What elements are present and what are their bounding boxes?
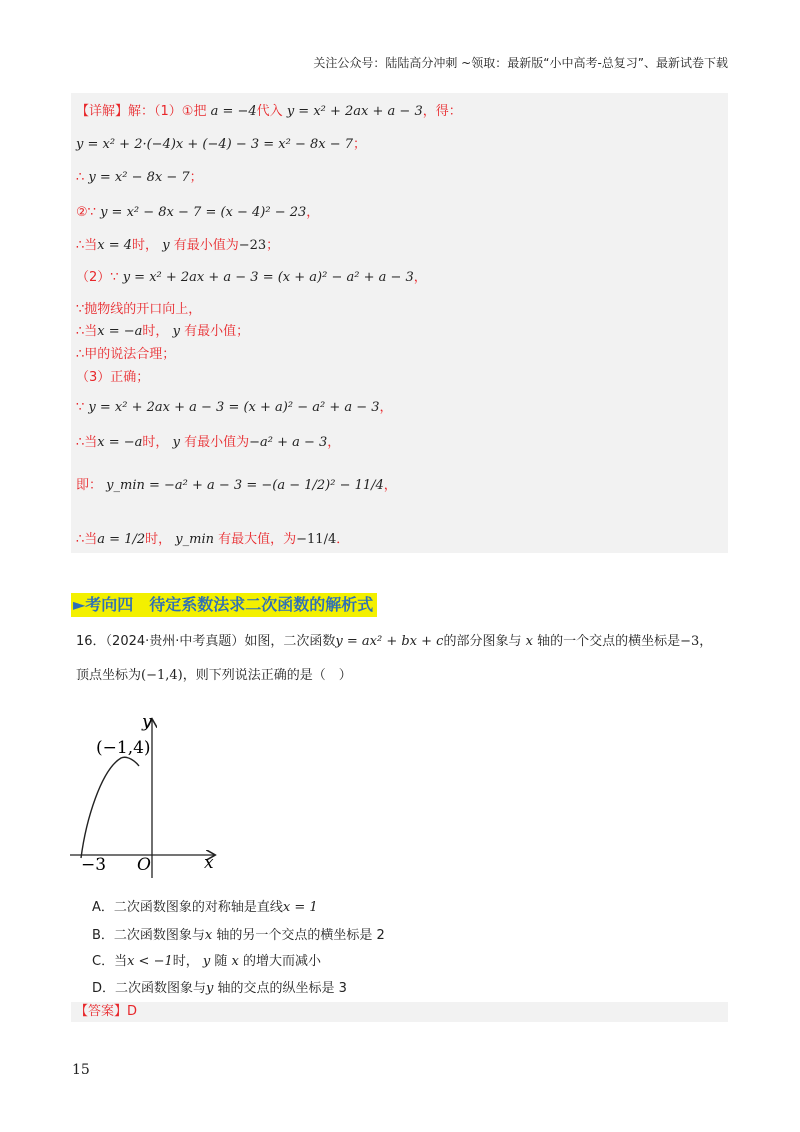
solution-line-10: （3）正确；: [76, 370, 150, 385]
parabola-figure: [66, 710, 226, 880]
vertex-label: (−1,4): [96, 738, 151, 758]
solution-line-1: 【详解】解：（1）①把 a = −4代入 y = x² + 2ax + a − 3，得：: [76, 104, 462, 119]
solution-line-4: ②∵ y = x² − 8x − 7 = (x − 4)² − 23，: [76, 205, 320, 220]
neg3-label: −3: [81, 855, 107, 875]
solution-line-14: ∴当a = 1/2时， y_min 有最大值，为−11/4．: [76, 532, 350, 547]
page-header: 关注公众号：陆陆高分冲刺 ~领取：最新版“小中高考-总复习”、最新试卷下载: [313, 56, 728, 70]
origin-label: O: [137, 855, 151, 875]
x-axis-label: x: [204, 853, 214, 873]
answer-box: [71, 1002, 728, 1022]
question-line-1: 16．（2024·贵州·中考真题）如图，二次函数y = ax² + bx + c的部分图象与 x 轴的一个交点的横坐标是−3，: [76, 634, 713, 649]
solution-line-13: 即： y_min = −a² + a − 3 = −(a − 1/2)² − 11/4，: [76, 478, 397, 493]
option-b: B．二次函数图象与x 轴的另一个交点的横坐标是 2: [92, 928, 385, 943]
option-d: D．二次函数图象与y 轴的交点的纵坐标是 3: [92, 981, 347, 996]
solution-line-2: y = x² + 2·(−4)x + (−4) − 3 = x² − 8x − 7；: [76, 137, 367, 152]
parabola-curve: [81, 757, 139, 858]
solution-line-7: ∵抛物线的开口向上，: [76, 302, 202, 317]
section-title: ►考向四 待定系数法求二次函数的解析式: [71, 593, 377, 617]
solution-line-8: ∴当x = −a时， y 有最小值；: [76, 324, 250, 339]
page-number: 15: [72, 1062, 90, 1078]
y-axis-label: y: [142, 712, 152, 732]
solution-line-6: （2）∵ y = x² + 2ax + a − 3 = (x + a)² − a² + a − 3，: [76, 270, 427, 285]
option-c: C．当x < −1时， y 随 x 的增大而减小: [92, 954, 322, 969]
solution-line-12: ∴当x = −a时， y 有最小值为−a² + a − 3，: [76, 435, 341, 450]
question-line-2: 顶点坐标为(−1,4)，则下列说法正确的是（ ）: [76, 668, 352, 683]
solution-line-11: ∵ y = x² + 2ax + a − 3 = (x + a)² − a² + a − 3，: [76, 400, 393, 415]
solution-line-3: ∴ y = x² − 8x − 7；: [76, 170, 203, 185]
answer-label: 【答案】: [75, 1004, 128, 1019]
solution-line-5: ∴当x = 4时， y 有最小值为−23；: [76, 238, 280, 253]
option-a: A．二次函数图象的对称轴是直线x = 1: [92, 900, 318, 915]
answer-value: D: [127, 1004, 138, 1019]
detail-label: 【详解】: [76, 104, 129, 119]
solution-line-9: ∴甲的说法合理；: [76, 347, 176, 362]
